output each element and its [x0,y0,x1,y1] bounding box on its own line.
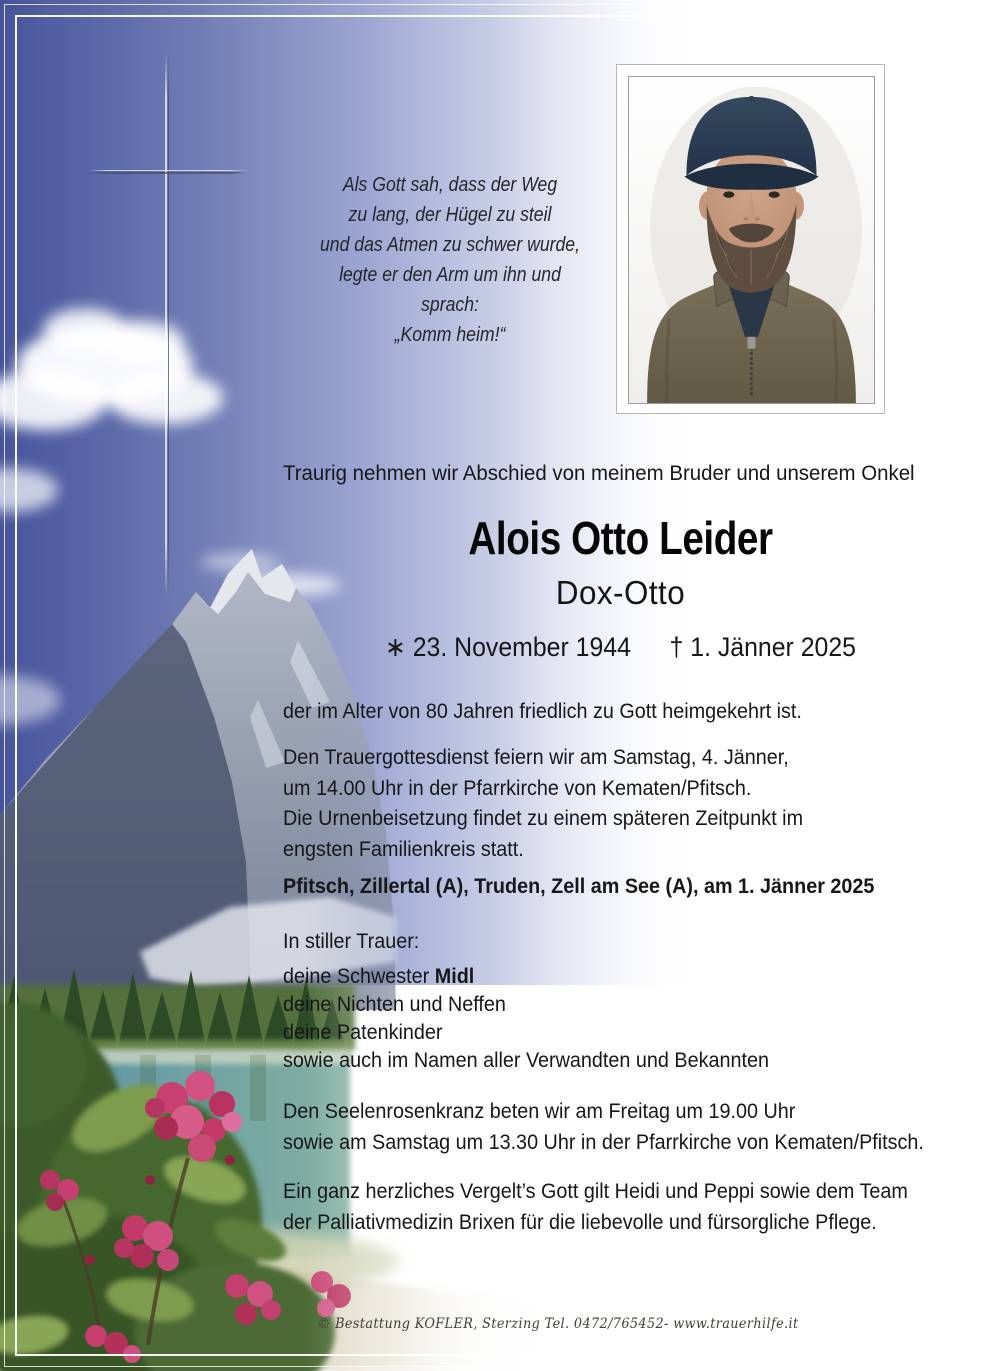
service-line: engsten Familienkreis statt. [283,836,524,861]
poem-line: „Komm heim!“ [394,323,506,346]
poem-line: Als Gott sah, dass der Weg [342,173,558,196]
mourners-list [283,962,769,1074]
portrait-illustration [629,77,874,403]
rosary-paragraph [283,1096,924,1157]
places-date-line: Pfitsch, Zillertal (A), Truden, Zell am See (A), am 1. Jänner 2025 [283,874,875,898]
rosary-line: Den Seelenrosenkranz beten wir am Freitag um 19.00 Uhr [283,1099,796,1123]
service-paragraph [283,742,803,864]
thanks-paragraph [283,1176,908,1237]
service-line: Die Urnenbeisetzung findet zu einem späteren Zeitpunkt im [283,806,804,830]
mourner-line: sowie auch im Namen aller Verwandten und Bekannten [283,1048,770,1072]
memorial-poem [312,170,587,350]
portrait-photo [616,64,885,414]
mourning-title: In stiller Trauer: [283,929,420,953]
deceased-nickname: Dox-Otto [555,574,686,611]
birth-date: ∗ 23. November 1944 [384,632,631,662]
mourner-line: deine Patenkinder [283,1020,443,1044]
poem-line: legte er den Arm um ihn und sprach: [339,263,561,316]
service-line: um 14.00 Uhr in der Pfarrkirche von Kematen/Pfitsch. [283,775,752,800]
thanks-line: Ein ganz herzliches Vergelt’s Gott gilt Heidi und Peppi sowie dem Team [283,1179,908,1203]
sister-name: Midl [434,964,475,988]
deceased-name: Alois Otto Leider [468,512,773,564]
portrait-photo-frame [628,76,875,404]
service-line: Den Trauergottesdienst feiern wir am Samstag, 4. Jänner, [283,745,789,769]
age-line: der im Alter von 80 Jahren friedlich zu Gott heimgekehrt ist. [283,699,802,723]
thanks-line: der Palliativmedizin Brixen für die liebevolle und fürsorgliche Pflege. [283,1209,877,1234]
mourner-line: deine Schwester Midl [283,964,475,988]
mourner-line: deine Nichten und Neffen [283,992,506,1016]
poem-line: und das Atmen zu schwer wurde, [319,233,581,256]
life-dates [310,630,931,664]
funeral-home-credit: © Bestattung KOFLER, Sterzing Tel. 0472/765452- www.trauerhilfe.it [317,1316,799,1332]
announcement-line: Traurig nehmen wir Abschied von meinem Bruder und unserem Onkel [283,461,915,485]
rosary-line: sowie am Samstag um 13.30 Uhr in der Pfarrkirche von Kematen/Pfitsch. [283,1129,924,1154]
death-date: † 1. Jänner 2025 [669,632,856,662]
poem-line: zu lang, der Hügel zu steil [348,203,552,226]
